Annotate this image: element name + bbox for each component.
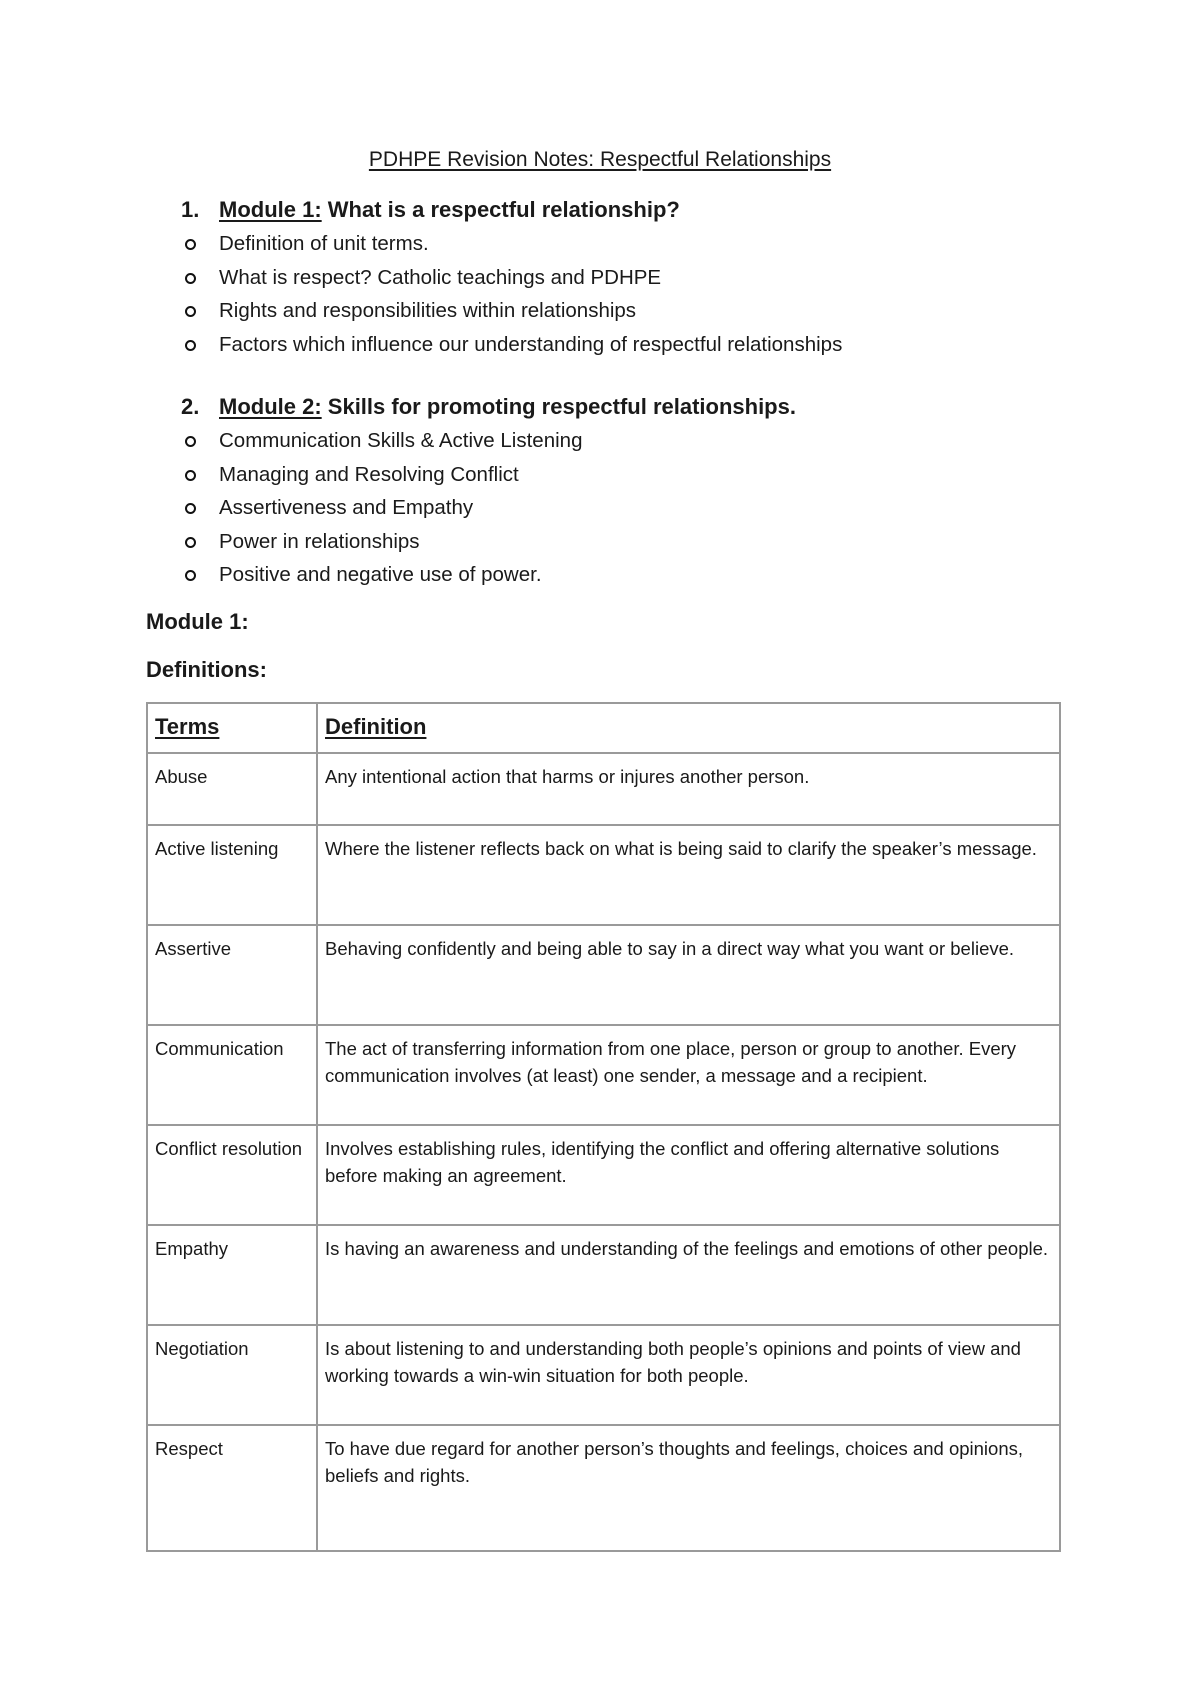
- table-row: [147, 1325, 1060, 1425]
- term-cell: Communication: [147, 1025, 317, 1125]
- definition-cell: Is about listening to and understanding both people’s opinions and points of view and working towards a win-win situation for both people.: [317, 1325, 1060, 1425]
- table-header-row: [147, 703, 1060, 753]
- term-cell: Respect: [147, 1425, 317, 1551]
- table-row: [147, 925, 1060, 1025]
- definition-cell: To have due regard for another person’s thoughts and feelings, choices and opinions, beliefs and rights.: [317, 1425, 1060, 1551]
- definition-column-header: Definition: [317, 703, 1060, 753]
- circle-bullet-icon: [185, 570, 196, 581]
- module-1-label: Module 1:: [219, 197, 322, 222]
- table-row: [147, 1225, 1060, 1325]
- table-row: [147, 1125, 1060, 1225]
- list-item: Power in relationships: [181, 525, 1081, 559]
- module-2-heading: [181, 390, 1081, 424]
- circle-bullet-icon: [185, 273, 196, 284]
- definition-cell: Is having an awareness and understanding of the feelings and emotions of other people.: [317, 1225, 1060, 1325]
- circle-bullet-icon: [185, 340, 196, 351]
- table-row: [147, 825, 1060, 925]
- circle-bullet-icon: [185, 470, 196, 481]
- table-row: [147, 753, 1060, 825]
- circle-bullet-icon: [185, 306, 196, 317]
- term-cell: Abuse: [147, 753, 317, 825]
- module-1-heading: [181, 193, 1081, 227]
- module-2-title: Skills for promoting respectful relationships.: [321, 394, 796, 419]
- list-item: What is respect? Catholic teachings and PDHPE: [181, 261, 1081, 295]
- definitions-table: [146, 702, 1061, 1552]
- module-1-topic-list: [181, 227, 1081, 361]
- module-1-outline: [181, 193, 1081, 361]
- module-2-number: 2.: [181, 394, 200, 419]
- definitions-heading: Definitions:: [146, 657, 267, 682]
- definition-cell: Behaving confidently and being able to say in a direct way what you want or believe.: [317, 925, 1060, 1025]
- table-row: [147, 1425, 1060, 1551]
- module-2-outline: [181, 390, 1081, 592]
- circle-bullet-icon: [185, 436, 196, 447]
- term-cell: Active listening: [147, 825, 317, 925]
- list-item: Managing and Resolving Conflict: [181, 458, 1081, 492]
- circle-bullet-icon: [185, 537, 196, 548]
- list-item: Communication Skills & Active Listening: [181, 424, 1081, 458]
- definition-cell: The act of transferring information from one place, person or group to another. Every communication involves (at least) one sender, a message and a recipient.: [317, 1025, 1060, 1125]
- module-1-title: What is a respectful relationship?: [321, 197, 680, 222]
- list-item: Rights and responsibilities within relationships: [181, 294, 1081, 328]
- definition-cell: Involves establishing rules, identifying the conflict and offering alternative solutions before making an agreement.: [317, 1125, 1060, 1225]
- circle-bullet-icon: [185, 503, 196, 514]
- list-item: Positive and negative use of power.: [181, 558, 1081, 592]
- circle-bullet-icon: [185, 239, 196, 250]
- list-item: Definition of unit terms.: [181, 227, 1081, 261]
- document-title: PDHPE Revision Notes: Respectful Relationships: [368, 148, 832, 171]
- module-2-label: Module 2:: [219, 394, 322, 419]
- term-cell: Assertive: [147, 925, 317, 1025]
- list-item: Assertiveness and Empathy: [181, 491, 1081, 525]
- term-cell: Negotiation: [147, 1325, 317, 1425]
- definition-cell: Any intentional action that harms or injures another person.: [317, 753, 1060, 825]
- module-1-number: 1.: [181, 197, 200, 222]
- definition-cell: Where the listener reflects back on what is being said to clarify the speaker’s message.: [317, 825, 1060, 925]
- list-item: Factors which influence our understanding of respectful relationships: [181, 328, 1081, 362]
- term-cell: Empathy: [147, 1225, 317, 1325]
- term-cell: Conflict resolution: [147, 1125, 317, 1225]
- table-row: [147, 1025, 1060, 1125]
- terms-column-header: Terms: [147, 703, 317, 753]
- module-2-topic-list: [181, 424, 1081, 592]
- module-1-section-heading: Module 1:: [146, 609, 249, 634]
